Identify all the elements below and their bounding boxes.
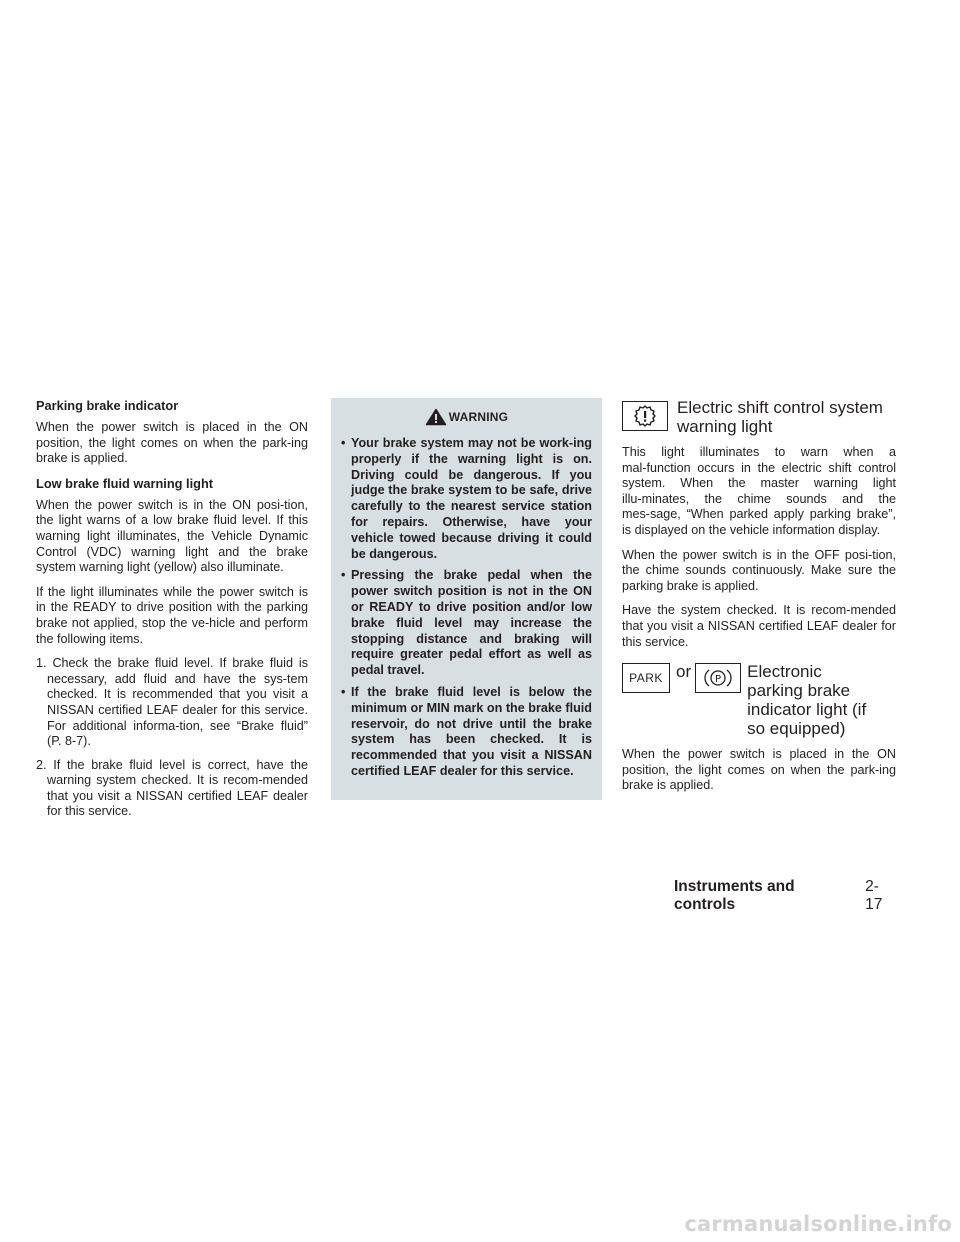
parking-brake-p-icon bbox=[695, 663, 741, 693]
warning-item-1: • Your brake system may not be work‑ing properly if the warning light is on. Driving could be dangerous. If you judge the brake system to be safe, drive carefully to the nearest service station for repairs. Otherwise, have your vehicle towed because driving it could be dangerous. bbox=[341, 436, 592, 561]
warning-box bbox=[331, 398, 602, 800]
action-step-1: 1. Check the brake fluid level. If brake fluid is necessary, add fluid and have the sys‑tem checked. It is recommended that you visit a NISSAN certified LEAF dealer for this service. For additional informa‑tion, see “Brake fluid” (P. 8-7). bbox=[36, 656, 308, 749]
warning-header bbox=[341, 408, 592, 426]
electric-shift-text-1: This light illuminates to warn when a mal‑function occurs in the electric shift control system. When the master warning light illu‑minates, the chime sounds and the mes‑sage, “When parked apply parking brake”, is displayed on the vehicle information display. bbox=[622, 445, 896, 537]
electric-shift-section-header bbox=[622, 398, 896, 436]
page-number: 2-17 bbox=[865, 878, 883, 913]
action-steps-list bbox=[36, 656, 308, 820]
electronic-parking-brake-text: When the power switch is placed in the ON position, the light comes on when the park‑ing brake is applied. bbox=[622, 747, 896, 793]
electronic-parking-brake-header bbox=[622, 662, 896, 738]
low-brake-fluid-heading: Low brake fluid warning light bbox=[36, 475, 214, 491]
middle-column bbox=[331, 398, 602, 800]
page-footer bbox=[674, 878, 896, 914]
electronic-parking-brake-title: Electronic parking brake indicator light (if so equipped) bbox=[747, 662, 867, 739]
warning-label: WARNING bbox=[448, 410, 509, 424]
warning-item-3: • If the brake fluid level is below the minimum or MIN mark on the brake fluid reservoir, do not drive until the brake system has been checked. It is recommended that you visit a NISSAN certified LEAF dealer for this service. bbox=[341, 684, 592, 778]
left-column bbox=[36, 398, 308, 828]
park-indicator-icon: PARK bbox=[622, 663, 670, 693]
electric-shift-warning-icon bbox=[622, 401, 668, 431]
bullet: • bbox=[341, 436, 346, 450]
action-step-2: 2. If the brake fluid level is correct, have the warning system checked. It is recom‑mended that you visit a NISSAN certified LEAF dealer for this service. bbox=[36, 757, 308, 819]
parking-brake-indicator-heading: Parking brake indicator bbox=[36, 398, 179, 413]
p-symbol: P bbox=[715, 674, 722, 686]
bullet: • bbox=[341, 568, 346, 583]
electric-shift-text-2: When the power switch is in the OFF posi‑tion, the chime sounds continuously. Make sure the parking brake is applied. bbox=[622, 547, 896, 593]
electric-shift-title: Electric shift control system warning light bbox=[677, 398, 883, 436]
warning-list bbox=[341, 436, 592, 780]
electric-shift-text-3: Have the system checked. It is recom‑mended that you visit a NISSAN certified LEAF dealer for this service. bbox=[622, 603, 896, 649]
bullet: • bbox=[341, 684, 346, 699]
parking-brake-indicator-text: When the power switch is placed in the ON position, the light comes on when the park‑ing brake is applied. bbox=[36, 420, 308, 466]
low-brake-fluid-text: When the power switch is in the ON posi‑tion, the light warns of a low brake fluid level. If this warning light illuminates, the Vehicle Dynamic Control (VDC) warning light and the brake system warning light (yellow) also illuminate. bbox=[36, 497, 308, 575]
or-label: or bbox=[676, 662, 692, 682]
right-column bbox=[622, 398, 896, 803]
warning-item-2: • Pressing the brake pedal when the power switch position is not in the ON or READY to drive position and/or low brake fluid level may increase the stopping distance and braking will require greater pedal effort as well as pedal travel. bbox=[341, 568, 592, 678]
watermark: carmanualsonline.info bbox=[684, 1212, 952, 1236]
low-brake-fluid-ready-text: If the light illuminates while the power switch is in the READY to drive position with the parking brake not applied, stop the ve‑hicle and perform the following items. bbox=[36, 584, 308, 646]
chapter-title: Instruments and controls bbox=[674, 878, 795, 913]
warning-triangle-icon bbox=[425, 408, 447, 426]
